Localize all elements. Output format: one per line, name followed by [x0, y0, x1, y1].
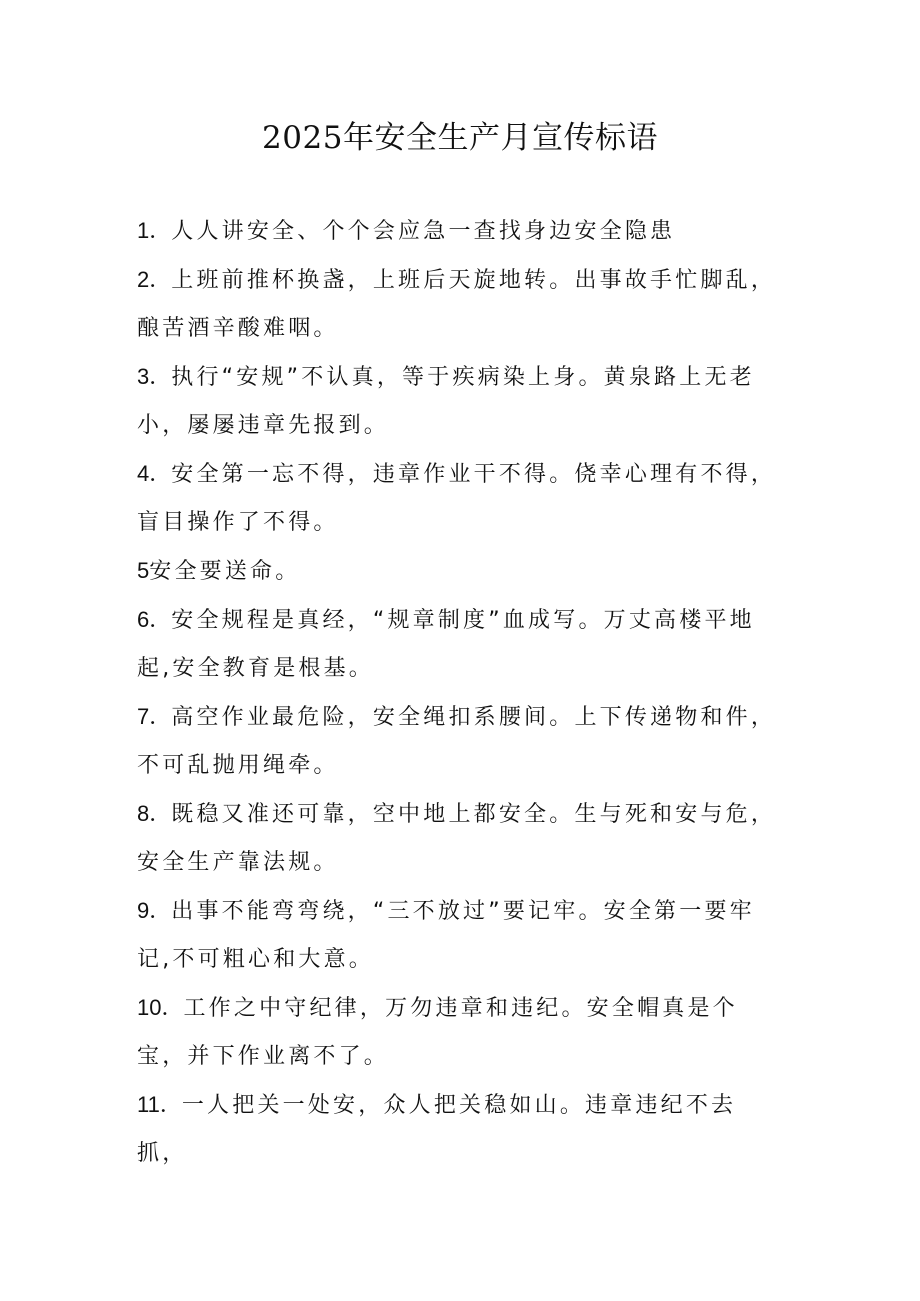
slogan-number: 2．	[137, 267, 172, 292]
slogan-item	[137, 450, 777, 547]
slogan-text: 工作之中守纪律，万勿违章和违纪。安全帽真是个宝，并下作业离不了。	[137, 996, 738, 1069]
slogan-text: 上班前推杯换盏，上班后天旋地转。出事故手忙脚乱，酿苦酒辛酸难咽。	[137, 268, 777, 341]
slogan-item	[137, 887, 777, 984]
slogan-item	[137, 596, 777, 693]
slogan-number: 7．	[137, 704, 172, 729]
slogan-text: 安全规程是真经，“规章制度”血成写。万丈高楼平地起,安全教育是根基。	[137, 608, 755, 681]
slogan-number: 11．	[137, 1092, 182, 1117]
slogan-number: 9．	[137, 898, 172, 923]
slogan-item	[137, 693, 777, 790]
slogan-text: 人人讲安全、个个会应急一查找身边安全隐患	[171, 219, 676, 244]
slogan-number: 10．	[137, 995, 184, 1020]
slogan-text: 出事不能弯弯绕，“三不放过”要记牢。安全第一要牢记,不可粗心和大意。	[137, 899, 755, 972]
slogan-list	[137, 207, 777, 1178]
document-title: 2025年安全生产月宣传标语	[262, 120, 658, 156]
slogan-text: 执行“安规”不认真，等于疾病染上身。黄泉路上无老小，屡屡违章先报到。	[137, 365, 755, 438]
slogan-item	[137, 1081, 777, 1178]
slogan-number: 4．	[137, 461, 172, 486]
slogan-number: 1．	[137, 218, 172, 243]
slogan-item	[137, 256, 777, 353]
slogan-item	[137, 547, 777, 596]
slogan-number: 6．	[137, 607, 172, 632]
slogan-item	[137, 353, 777, 450]
slogan-text: 高空作业最危险，安全绳扣系腰间。上下传递物和件，不可乱抛用绳牵。	[137, 705, 777, 778]
slogan-item	[137, 790, 777, 887]
slogan-number: 3．	[137, 364, 172, 389]
slogan-text: 安全第一忘不得，违章作业干不得。侥幸心理有不得，盲目操作了不得。	[137, 462, 777, 535]
slogan-number: 8．	[137, 801, 172, 826]
slogan-item	[137, 984, 777, 1081]
slogan-number: 5	[137, 558, 150, 583]
slogan-text: 安全要送命。	[149, 559, 301, 584]
slogan-item	[137, 207, 777, 256]
slogan-text: 既稳又准还可靠，空中地上都安全。生与死和安与危，安全生产靠法规。	[137, 802, 777, 875]
slogan-text: 一人把关一处安，众人把关稳如山。违章违纪不去抓，	[137, 1093, 737, 1166]
